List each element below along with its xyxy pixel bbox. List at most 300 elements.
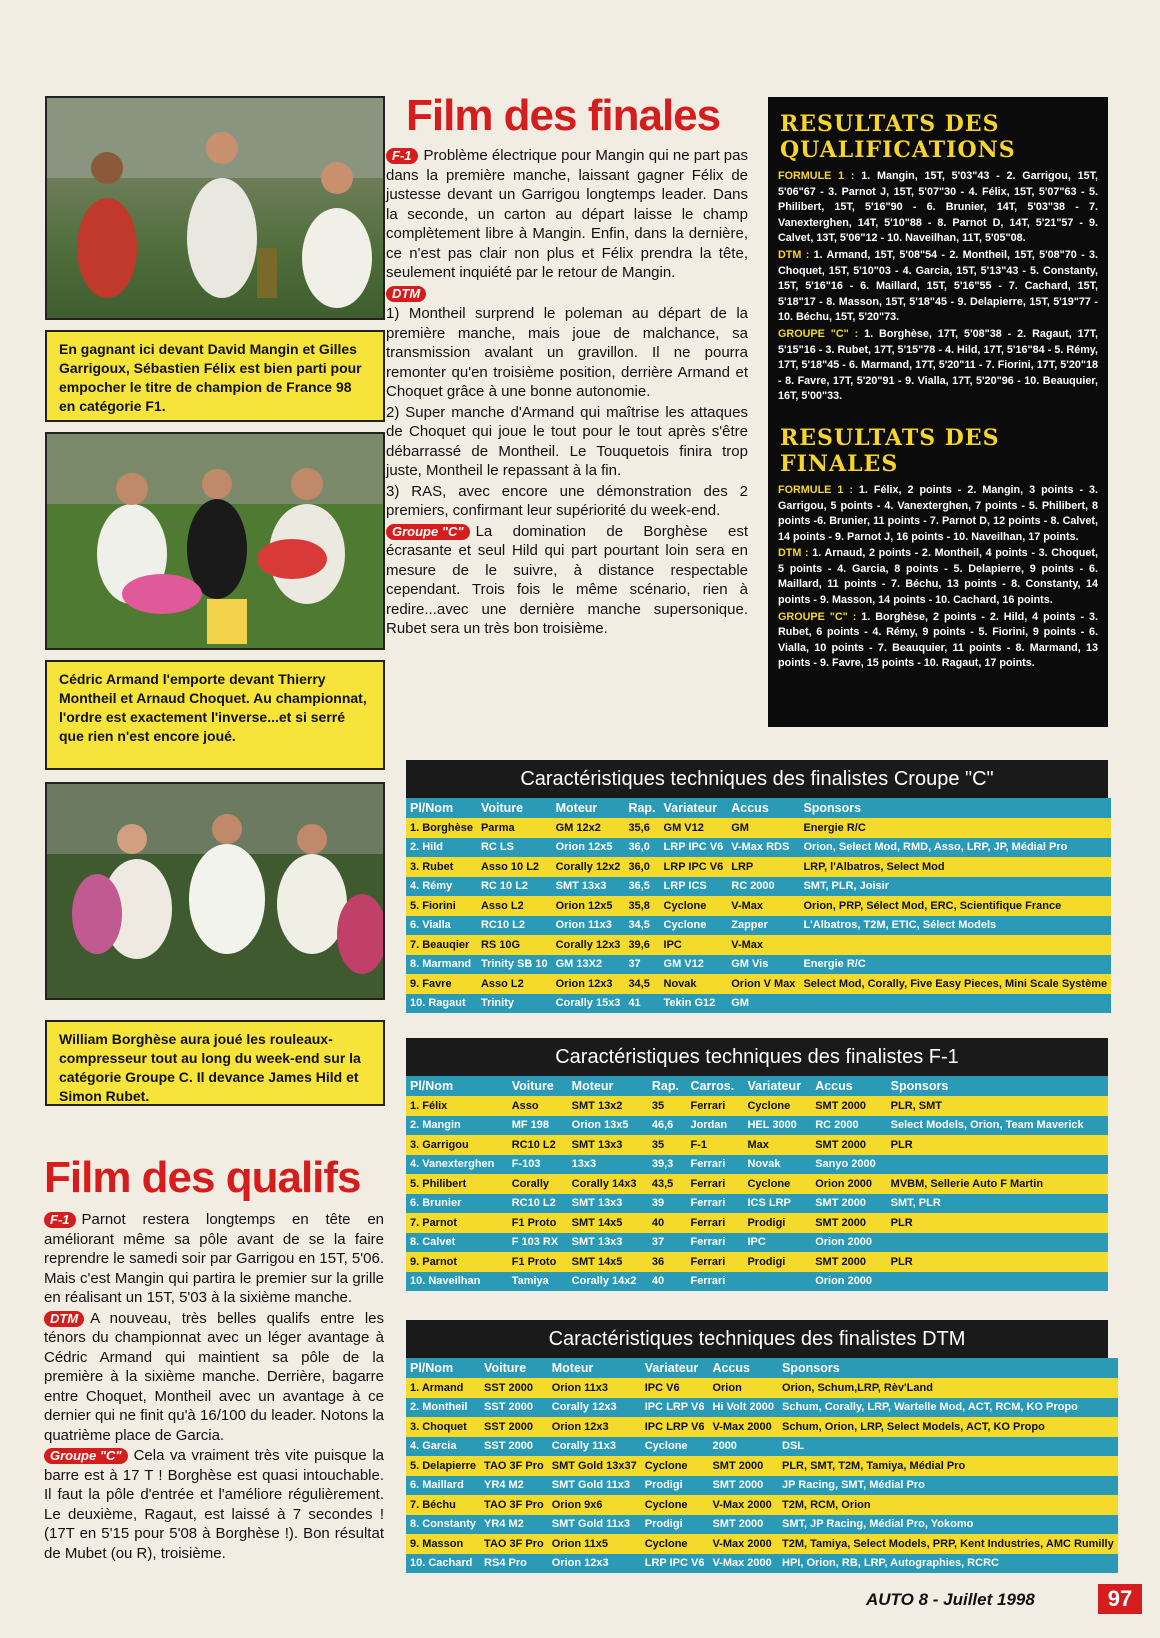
table-title: Caractéristiques techniques des finalistes F-1 <box>406 1038 1108 1076</box>
table-title: Caractéristiques techniques des finalistes Croupe "C" <box>406 760 1108 798</box>
table-cell: 6. Maillard <box>406 1476 480 1496</box>
table-cell: Orion 12x5 <box>552 896 625 916</box>
table-cell: Orion, Schum,LRP, Rèv'Land <box>778 1378 1118 1398</box>
table-cell: 10. Naveilhan <box>406 1272 508 1292</box>
finales-f1 <box>386 146 748 283</box>
table-row <box>406 1096 1108 1116</box>
table-cell: 46,6 <box>648 1116 687 1136</box>
table-cell: Tamiya <box>508 1272 568 1292</box>
table-cell: Asso 10 L2 <box>477 857 552 877</box>
table-cell: LRP IPC V6 <box>660 838 728 858</box>
table-cell: 36,0 <box>624 838 659 858</box>
table-cell: GM Vis <box>727 955 799 975</box>
table-f1 <box>406 1038 1108 1291</box>
table-cell: Schum, Orion, LRP, Select Models, ACT, KO Propo <box>778 1417 1118 1437</box>
qualif-f1 <box>778 169 1098 247</box>
column-header: Rap. <box>648 1076 687 1096</box>
tag-groupe-c: Groupe "C" <box>386 524 470 540</box>
qualifs-groupe-c-text: Cela va vraiment très vite puisque la barre est à 17 T ! Borghèse est quasi intouchable. Il faut la pôle d'entrée et l'améliore régulièrement. Le deuxième, Ragaut, est laissé à 7 secondes ! (17T en 5'15 pour 5'08 à Borghèse !). Bon résultat de Mubet (ou R), troisième. <box>44 1447 384 1562</box>
qualif-dtm <box>778 248 1098 326</box>
finales-dtm-1: 1) Montheil surprend le poleman au départ de la première manche, mais joue de malchance, sa transmission avalant un gravillon. Il ne pourra remonter qu'en troisième position, derrière Armand et Choquet grâce à une bonne autonomie. <box>386 305 748 400</box>
table-cell: 2. Mangin <box>406 1116 508 1136</box>
table-cell: RC 10 L2 <box>477 877 552 897</box>
table-cell: IPC LRP V6 <box>641 1398 709 1418</box>
table-cell: F1 Proto <box>508 1252 568 1272</box>
table-cell: Ferrari <box>686 1272 743 1292</box>
qualif-groupe-c <box>778 327 1098 405</box>
spec-table <box>406 798 1111 1013</box>
table-cell: 10. Cachard <box>406 1554 480 1574</box>
table-cell: Novak <box>743 1155 811 1175</box>
table-cell: Prodigi <box>641 1515 709 1535</box>
table-cell: 9. Parnot <box>406 1252 508 1272</box>
table-cell: Orion, Select Mod, RMD, Asso, LRP, JP, Médial Pro <box>799 838 1111 858</box>
table-row <box>406 1116 1108 1136</box>
qualif-dtm-text: 1. Armand, 15T, 5'08"54 - 2. Montheil, 15T, 5'08"70 - 3. Choquet, 15T, 5'10"03 - 4. Garcia, 15T, 5'13"43 - 5. Constanty, 15T, 5'16"16 - 6. Maillard, 15T, 5'16"55 - 7. Cachard, 15T, 5'18"17 - 8. Masson, 15T, 5'18"45 - 9. Delapierre, 15T, 5'19"77 - 10. Béchu, 15T, 5'20"73. <box>778 248 1099 324</box>
qualifs-f1-text: Parnot restera longtemps en tête en améliorant même sa pôle avant de se la faire reprendre le samedi soir par Garrigou en 15T, 5'06. Mais c'est Mangin qui partira le premier sur la grille en réalisant un 15T, 5'03 à la sixième manche. <box>44 1211 384 1306</box>
qualif-results-title: RESULTATS DES QUALIFICATIONS <box>780 111 1016 163</box>
table-cell: Orion 11x3 <box>548 1378 641 1398</box>
table-cell: GM <box>727 818 799 838</box>
table-cell: 13x3 <box>568 1155 648 1175</box>
table-cell: SMT 13x3 <box>552 877 625 897</box>
column-header: Rap. <box>624 798 659 818</box>
table-row <box>406 1398 1118 1418</box>
magazine-footer: AUTO 8 - Juillet 1998 <box>866 1590 1035 1609</box>
table-cell: Cyclone <box>641 1495 709 1515</box>
table-cell: Ferrari <box>686 1213 743 1233</box>
table-cell: Orion 12x3 <box>548 1417 641 1437</box>
table-cell: 8. Constanty <box>406 1515 480 1535</box>
table-cell: Orion 12x3 <box>552 974 625 994</box>
table-cell: TAO 3F Pro <box>480 1456 548 1476</box>
column-header: Voiture <box>477 798 552 818</box>
table-cell: RS4 Pro <box>480 1554 548 1574</box>
table-cell: 9. Masson <box>406 1534 480 1554</box>
table-cell: SMT 2000 <box>708 1476 778 1496</box>
finale-dtm <box>778 546 1098 608</box>
table-row <box>406 1272 1108 1292</box>
table-cell <box>887 1155 1108 1175</box>
caption-3: William Borghèse aura joué les rouleaux-compresseur tout au long du week-end sur la catégorie Groupe C. Il devance James Hild et Simon Rubet. <box>45 1020 385 1106</box>
table-cell: SMT 14x5 <box>568 1213 648 1233</box>
table-cell: Cyclone <box>641 1437 709 1457</box>
table-cell: 34,5 <box>624 974 659 994</box>
column-header: Sponsors <box>799 798 1111 818</box>
tag-groupe-c: Groupe "C" <box>44 1448 128 1464</box>
table-row <box>406 1534 1118 1554</box>
column-header: Variateur <box>660 798 728 818</box>
table-cell: Novak <box>660 974 728 994</box>
table-cell: 36 <box>648 1252 687 1272</box>
table-cell: Ferrari <box>686 1233 743 1253</box>
table-cell: HPI, Orion, RB, LRP, Autographies, RCRC <box>778 1554 1118 1574</box>
table-cell: 4. Rémy <box>406 877 477 897</box>
table-cell: 5. Delapierre <box>406 1456 480 1476</box>
table-cell: SMT 13x3 <box>568 1135 648 1155</box>
finale-dtm-text: 1. Arnaud, 2 points - 2. Montheil, 4 points - 3. Choquet, 5 points - 4. Garcia, 8 points - 5. Delapierre, 9 points - 6. Maillard, 11 points - 7. Béchu, 13 points - 8. Constanty, 14 points - 9. Masson, 14 points - 10. Cachard, 16 points. <box>778 547 1099 607</box>
table-cell: PLR <box>887 1252 1108 1272</box>
table-cell: SMT 13x3 <box>568 1194 648 1214</box>
table-cell: RC 2000 <box>727 877 799 897</box>
finales-article <box>386 92 748 640</box>
table-cell: 36,0 <box>624 857 659 877</box>
label-dtm: DTM : <box>778 547 809 560</box>
table-cell: 40 <box>648 1272 687 1292</box>
table-cell: 7. Parnot <box>406 1213 508 1233</box>
column-header: Moteur <box>552 798 625 818</box>
table-cell: Select Models, Orion, Team Maverick <box>887 1116 1108 1136</box>
tag-dtm: DTM <box>386 286 426 302</box>
table-cell: Orion V Max <box>727 974 799 994</box>
table-cell: L'Albatros, T2M, ETIC, Sélect Models <box>799 916 1111 936</box>
spec-table <box>406 1076 1108 1291</box>
table-row <box>406 1476 1118 1496</box>
page-number: 97 <box>1098 1584 1142 1614</box>
table-cell: 37 <box>648 1233 687 1253</box>
qualifs-f1 <box>44 1210 384 1308</box>
table-row <box>406 1515 1118 1535</box>
table-cell <box>799 994 1111 1014</box>
table-cell: SMT Gold 11x3 <box>548 1476 641 1496</box>
table-cell: 2. Montheil <box>406 1398 480 1418</box>
table-cell: Corally 11x3 <box>548 1437 641 1457</box>
table-cell: SMT 14x5 <box>568 1252 648 1272</box>
finales-title: Film des finales <box>406 91 721 140</box>
table-cell: Orion 11x5 <box>548 1534 641 1554</box>
table-cell: Jordan <box>686 1116 743 1136</box>
table-row <box>406 896 1111 916</box>
photo-f1-podium <box>45 96 385 320</box>
table-cell: SST 2000 <box>480 1378 548 1398</box>
table-cell: Corally 14x2 <box>568 1272 648 1292</box>
qualif-f1-text: 1. Mangin, 15T, 5'03"43 - 2. Garrigou, 15T, 5'06"67 - 3. Parnot J, 15T, 5'07"30 - 4. Félix, 15T, 5'07"63 - 5. Philibert, 15T, 5'16"90 - 6. Brunier, 14T, 5'03"38 - 7. Vanexterghen, 14T, 5'10"88 - 8. Parnot D, 14T, 5'21"57 - 9. Calvet, 13T, 5'06"12 - 10. Naveilhan, 11T, 5'05"08. <box>778 170 1098 245</box>
table-cell: T2M, RCM, Orion <box>778 1495 1118 1515</box>
table-cell: IPC V6 <box>641 1378 709 1398</box>
column-header: Pl/Nom <box>406 1358 480 1378</box>
table-cell: SMT 13x3 <box>568 1233 648 1253</box>
table-cell: Prodigi <box>641 1476 709 1496</box>
table-cell: YR4 M2 <box>480 1476 548 1496</box>
label-groupe-c: GROUPE "C" : <box>778 327 859 340</box>
table-cell: Cyclone <box>743 1096 811 1116</box>
table-cell <box>887 1233 1108 1253</box>
table-cell: 4. Vanexterghen <box>406 1155 508 1175</box>
column-header: Accus <box>811 1076 886 1096</box>
table-cell: 36,5 <box>624 877 659 897</box>
table-cell: Sanyo 2000 <box>811 1155 886 1175</box>
table-cell: LRP IPC V6 <box>641 1554 709 1574</box>
tag-dtm: DTM <box>44 1311 84 1327</box>
table-cell: Corally 12x3 <box>552 935 625 955</box>
table-row <box>406 818 1111 838</box>
table-cell: IPC LRP V6 <box>641 1417 709 1437</box>
table-cell: V-Max 2000 <box>708 1554 778 1574</box>
table-cell <box>799 935 1111 955</box>
tag-f1: F-1 <box>44 1212 76 1228</box>
table-cell: Parma <box>477 818 552 838</box>
qualifs-body <box>44 1210 384 1563</box>
table-cell: 3. Choquet <box>406 1417 480 1437</box>
table-cell: Ferrari <box>686 1096 743 1116</box>
table-cell: Trinity <box>477 994 552 1014</box>
table-cell: 6. Brunier <box>406 1194 508 1214</box>
column-header: Sponsors <box>887 1076 1108 1096</box>
table-cell: RS 10G <box>477 935 552 955</box>
table-cell: SST 2000 <box>480 1398 548 1418</box>
table-cell: Corally 12x3 <box>548 1398 641 1418</box>
table-row <box>406 974 1111 994</box>
table-cell: MVBM, Sellerie Auto F Martin <box>887 1174 1108 1194</box>
table-cell: GM V12 <box>660 818 728 838</box>
table-cell: Corally 12x2 <box>552 857 625 877</box>
finale-groupe-c-text: 1. Borghèse, 2 points - 2. Hild, 4 points - 3. Rubet, 6 points - 4. Rémy, 9 points - 5. Fiorini, 9 points - 6. Vialla, 10 points - 7. Beauquier, 11 points - 8. Marmand, 13 points - 9. Favre, 15 points - 10. Ragaut, 17 points. <box>778 610 1098 670</box>
table-cell: Cyclone <box>641 1534 709 1554</box>
table-cell: HEL 3000 <box>743 1116 811 1136</box>
table-cell: Corally 14x3 <box>568 1174 648 1194</box>
finales-groupe-c-text: La domination de Borghèse est écrasante et seul Hild qui part pourtant loin sera en mesure de le suivre, à distance respectable cependant. Trois fois le même scénario, rien à redire...avec une dernière manche supersonique. Rubet sera un très bon troisième. <box>386 522 748 637</box>
table-cell: RC10 L2 <box>508 1135 568 1155</box>
table-cell: SST 2000 <box>480 1437 548 1457</box>
table-row <box>406 1174 1108 1194</box>
table-cell: Hi Volt 2000 <box>708 1398 778 1418</box>
table-cell: RC 2000 <box>811 1116 886 1136</box>
table-row <box>406 1213 1108 1233</box>
table-cell: PLR, SMT <box>887 1096 1108 1116</box>
table-cell: SMT, JP Racing, Médial Pro, Yokomo <box>778 1515 1118 1535</box>
table-cell: SMT 2000 <box>811 1096 886 1116</box>
column-header: Moteur <box>568 1076 648 1096</box>
table-cell: Trinity SB 10 <box>477 955 552 975</box>
table-cell: 9. Favre <box>406 974 477 994</box>
finale-f1 <box>778 483 1098 545</box>
label-f1: FORMULE 1 : <box>778 170 855 182</box>
table-cell: Schum, Corally, LRP, Wartelle Mod, ACT, RCM, KO Propo <box>778 1398 1118 1418</box>
table-cell: F1 Proto <box>508 1213 568 1233</box>
table-cell: Max <box>743 1135 811 1155</box>
table-row <box>406 935 1111 955</box>
finale-groupe-c <box>778 610 1098 672</box>
column-header: Pl/Nom <box>406 798 477 818</box>
table-cell: SMT 2000 <box>811 1213 886 1233</box>
table-row <box>406 1378 1118 1398</box>
finales-f1-text: Problème électrique pour Mangin qui ne part pas dans la première manche, laissant gagner Félix de justesse devant un Garrigou longtemps leader. Dans la seconde, un carton au départ laisse le champ complètement libre à Mangin. Enfin, dans la dernière, ce n'est pas clair non plus et Félix prendra la tête, seulement inquiété par le retour de Mangin. <box>386 147 748 281</box>
table-row <box>406 838 1111 858</box>
table-cell: F-103 <box>508 1155 568 1175</box>
table-cell: PLR <box>887 1213 1108 1233</box>
table-cell: LRP IPC V6 <box>660 857 728 877</box>
table-row <box>406 877 1111 897</box>
table-cell: 43,5 <box>648 1174 687 1194</box>
column-header: Accus <box>708 1358 778 1378</box>
table-cell: 5. Philibert <box>406 1174 508 1194</box>
table-cell: Orion 2000 <box>811 1233 886 1253</box>
table-cell: JP Racing, SMT, Médial Pro <box>778 1476 1118 1496</box>
table-cell: Cyclone <box>743 1174 811 1194</box>
table-cell: Cyclone <box>660 896 728 916</box>
table-cell: Energie R/C <box>799 818 1111 838</box>
table-cell: GM <box>727 994 799 1014</box>
table-cell: 8. Marmand <box>406 955 477 975</box>
table-row <box>406 1417 1118 1437</box>
table-row <box>406 1155 1108 1175</box>
finales-dtm-2: 2) Super manche d'Armand qui maîtrise les attaques de Choquet qui joue le tout pour le tout après s'être débarrassé de Montheil. Le Touquetois finira trop juste, Montheil le repassant à la fin. <box>386 403 748 479</box>
qualifs-article <box>44 1154 384 1564</box>
qualif-groupe-c-text: 1. Borghèse, 17T, 5'08"38 - 2. Ragaut, 17T, 5'15"16 - 3. Rubet, 17T, 5'15"78 - 4. Hild, 17T, 5'16"84 - 5. Rémy, 17T, 5'18"45 - 6. Marmand, 17T, 5'20"11 - 7. Fiorini, 17T, 5'20"18 - 8. Favre, 17T, 5'20"91 - 9. Vialla, 17T, 5'20"96 - 10. Beauquier, 16T, 5'00"33. <box>778 327 1098 403</box>
table-cell: LRP, l'Albatros, Select Mod <box>799 857 1111 877</box>
table-cell: PLR <box>887 1135 1108 1155</box>
table-cell: 35,8 <box>624 896 659 916</box>
spec-table <box>406 1358 1118 1573</box>
table-cell: V-Max 2000 <box>708 1534 778 1554</box>
table-cell: YR4 M2 <box>480 1515 548 1535</box>
column-header: Accus <box>727 798 799 818</box>
table-groupe-c <box>406 760 1108 1013</box>
table-cell: Cyclone <box>660 916 728 936</box>
photo-groupe-c-podium <box>45 782 385 1000</box>
qualifs-groupe-c <box>44 1446 384 1563</box>
qualifs-dtm-text: A nouveau, très belles qualifs entre les ténors du championnat avec un léger avantage à Cédric Armand qui maintient sa pôle de la première à la sixième manche. Derrière, bagarre entre Choquet, Montheil avec un avantage à ce dernier qui ne finit qu'à 16/100 du leader. Notons la quatrième place de Garcia. <box>44 1309 384 1444</box>
table-cell: 3. Rubet <box>406 857 477 877</box>
column-header: Carros. <box>686 1076 743 1096</box>
table-cell: ICS LRP <box>743 1194 811 1214</box>
table-cell: RC10 L2 <box>477 916 552 936</box>
table-cell: V-Max RDS <box>727 838 799 858</box>
column-header: Variateur <box>743 1076 811 1096</box>
table-cell: 1. Borghèse <box>406 818 477 838</box>
table-cell: TAO 3F Pro <box>480 1534 548 1554</box>
table-cell: 39 <box>648 1194 687 1214</box>
table-cell: SMT 2000 <box>811 1252 886 1272</box>
table-cell: SMT 2000 <box>708 1515 778 1535</box>
table-cell: SMT 2000 <box>811 1135 886 1155</box>
table-cell: 5. Fiorini <box>406 896 477 916</box>
table-cell: Orion 11x3 <box>552 916 625 936</box>
table-cell: Orion <box>708 1378 778 1398</box>
column-header: Moteur <box>548 1358 641 1378</box>
table-row <box>406 1252 1108 1272</box>
table-cell: Orion 12x3 <box>548 1554 641 1574</box>
photo-dtm-podium <box>45 432 385 650</box>
table-cell: Asso L2 <box>477 896 552 916</box>
table-cell: V-Max <box>727 935 799 955</box>
table-cell: Prodigi <box>743 1252 811 1272</box>
table-cell: MF 198 <box>508 1116 568 1136</box>
table-cell: Prodigi <box>743 1213 811 1233</box>
table-cell: SMT 2000 <box>708 1456 778 1476</box>
table-cell: SMT, PLR, Joisir <box>799 877 1111 897</box>
table-row <box>406 1135 1108 1155</box>
table-cell: TAO 3F Pro <box>480 1495 548 1515</box>
column-header: Voiture <box>508 1076 568 1096</box>
table-cell: T2M, Tamiya, Select Models, PRP, Kent Industries, AMC Rumilly <box>778 1534 1118 1554</box>
table-cell: V-Max 2000 <box>708 1495 778 1515</box>
table-cell: Zapper <box>727 916 799 936</box>
table-cell: GM 12x2 <box>552 818 625 838</box>
table-cell: IPC <box>660 935 728 955</box>
table-cell: Energie R/C <box>799 955 1111 975</box>
results-box <box>768 97 1108 727</box>
table-cell: SMT Gold 11x3 <box>548 1515 641 1535</box>
label-dtm: DTM : <box>778 248 810 261</box>
label-groupe-c: GROUPE "C" : <box>778 610 857 623</box>
table-cell: Asso <box>508 1096 568 1116</box>
table-cell: Select Mod, Corally, Five Easy Pieces, Mini Scale Système <box>799 974 1111 994</box>
table-cell: 40 <box>648 1213 687 1233</box>
table-cell: F-1 <box>686 1135 743 1155</box>
table-title: Caractéristiques techniques des finalistes DTM <box>406 1320 1108 1358</box>
table-cell: Corally 15x3 <box>552 994 625 1014</box>
table-row <box>406 857 1111 877</box>
table-cell: 37 <box>624 955 659 975</box>
finale-results-title: RESULTATS DES FINALES <box>780 424 1000 477</box>
table-cell: 8. Calvet <box>406 1233 508 1253</box>
table-cell: Corally <box>508 1174 568 1194</box>
finales-dtm-tag-line <box>386 284 748 304</box>
table-cell: 35 <box>648 1096 687 1116</box>
table-row <box>406 916 1111 936</box>
finales-groupe-c <box>386 522 748 639</box>
finale-f1-text: 1. Félix, 2 points - 2. Mangin, 3 points - 3. Garrigou, 5 points - 4. Vanexterghen, 7 points - 5. Philibert, 8 points -6. Brunier, 11 points - 7. Parnot D, 12 points - 8. Calvet, 14 points - 9. Parnot J, 16 points - 10. Naveilhan, 17 points. <box>778 483 1099 543</box>
table-cell: 2. Hild <box>406 838 477 858</box>
table-cell: 41 <box>624 994 659 1014</box>
table-row <box>406 1495 1118 1515</box>
table-cell: Orion, PRP, Sélect Mod, ERC, Scientifique France <box>799 896 1111 916</box>
table-cell: 35 <box>648 1135 687 1155</box>
table-cell: 1. Armand <box>406 1378 480 1398</box>
table-cell: V-Max <box>727 896 799 916</box>
caption-1: En gagnant ici devant David Mangin et Gilles Garrigoux, Sébastien Félix est bien parti pour empocher le titre de champion de France 98 en catégorie F1. <box>45 330 385 422</box>
table-cell: Orion 9x6 <box>548 1495 641 1515</box>
table-cell: 34,5 <box>624 916 659 936</box>
label-f1: FORMULE 1 : <box>778 483 853 496</box>
table-cell: Tekin G12 <box>660 994 728 1014</box>
table-cell: 1. Félix <box>406 1096 508 1116</box>
table-cell: Orion 2000 <box>811 1272 886 1292</box>
column-header: Sponsors <box>778 1358 1118 1378</box>
table-cell: LRP <box>727 857 799 877</box>
table-cell: 39,3 <box>648 1155 687 1175</box>
table-cell <box>743 1272 811 1292</box>
table-cell: SMT, PLR <box>887 1194 1108 1214</box>
table-cell: F 103 RX <box>508 1233 568 1253</box>
table-cell: Cyclone <box>641 1456 709 1476</box>
finales-dtm-3: 3) RAS, avec encore une démonstration des 2 premiers, confirmant leur supériorité du week-end. <box>386 482 748 519</box>
table-cell: Orion 2000 <box>811 1174 886 1194</box>
table-cell: SMT 2000 <box>811 1194 886 1214</box>
column-header: Variateur <box>641 1358 709 1378</box>
table-cell: 2000 <box>708 1437 778 1457</box>
table-cell: RC LS <box>477 838 552 858</box>
table-cell: Orion 13x5 <box>568 1116 648 1136</box>
table-cell: V-Max 2000 <box>708 1417 778 1437</box>
table-cell: Asso L2 <box>477 974 552 994</box>
tag-f1: F-1 <box>386 148 418 164</box>
table-cell: 39,6 <box>624 935 659 955</box>
column-header: Pl/Nom <box>406 1076 508 1096</box>
table-row <box>406 1554 1118 1574</box>
table-cell: 7. Beauqier <box>406 935 477 955</box>
table-cell: GM 13X2 <box>552 955 625 975</box>
table-cell: Ferrari <box>686 1194 743 1214</box>
table-cell: GM V12 <box>660 955 728 975</box>
table-cell: 10. Ragaut <box>406 994 477 1014</box>
qualifs-dtm <box>44 1309 384 1446</box>
table-cell: LRP ICS <box>660 877 728 897</box>
table-cell: 35,6 <box>624 818 659 838</box>
table-cell <box>887 1272 1108 1292</box>
table-cell: 4. Garcia <box>406 1437 480 1457</box>
